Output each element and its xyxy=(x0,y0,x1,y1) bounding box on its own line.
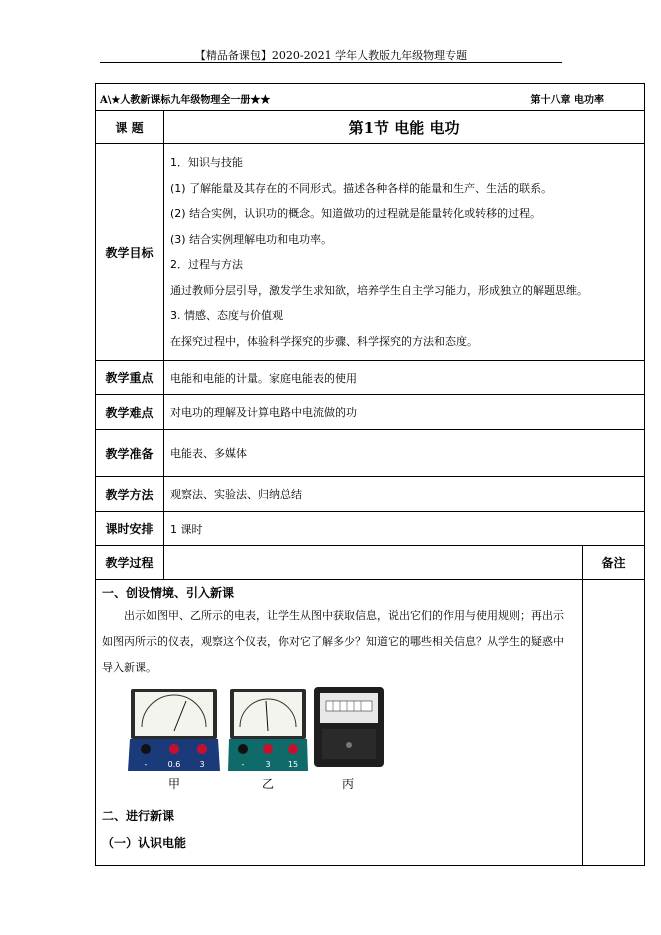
header-rule xyxy=(100,62,562,63)
process-header-blank xyxy=(164,546,583,580)
goal-line: 2．过程与方法 xyxy=(170,258,243,271)
lesson-plan-table xyxy=(95,83,645,866)
difficulties-value: 对电功的理解及计算电路中电流做的功 xyxy=(164,395,645,430)
goal-line: 通过教师分层引导，激发学生求知欲，培养学生自主学习能力，形成独立的解题思维。 xyxy=(170,283,588,297)
preparation-value: 电能表、多媒体 xyxy=(164,430,645,477)
terminal-label: 0.6 xyxy=(167,760,181,769)
voltmeter-yi-image xyxy=(228,687,308,773)
goal-line: (1) 了解能量及其存在的不同形式。描述各种各样的能量和生产、生活的联系。 xyxy=(170,181,553,195)
caption-bing: 丙 xyxy=(342,777,355,791)
goals-label: 教学目标 xyxy=(96,144,164,361)
goals-content xyxy=(164,144,645,361)
page-header: 【精品备课包】2020-2021 学年人教版九年级物理专题 xyxy=(194,49,468,62)
intro-paragraph: 出示如图甲、乙所示的电表，让学生从图中获取信息，说出它们的作用与使用规则；再出示如图丙所示的仪表，观察这个仪表，你对它了解多少？知道它的哪些相关信息？从学生的疑惑中导入新课。 xyxy=(102,609,564,674)
goal-line: 1．知识与技能 xyxy=(170,156,243,169)
caption-jia: 甲 xyxy=(168,777,181,791)
terminal-label: - xyxy=(241,760,245,769)
key-points-row xyxy=(96,361,645,395)
terminal-label: 3 xyxy=(265,760,271,769)
preparation-row xyxy=(96,430,645,477)
process-header-row xyxy=(96,546,645,580)
schedule-label: 课时安排 xyxy=(96,512,164,546)
methods-value: 观察法、实验法、归纳总结 xyxy=(164,477,645,512)
key-points-value: 电能和电能的计量。家庭电能表的使用 xyxy=(164,361,645,395)
difficulties-row xyxy=(96,395,645,430)
key-points-label: 教学重点 xyxy=(96,361,164,395)
goals-row xyxy=(96,144,645,361)
lesson-title: 第1节 电能 电功 xyxy=(164,111,645,144)
goal-line: 在探究过程中，体验科学探究的步骤、科学探究的方法和态度。 xyxy=(170,334,478,348)
terminal-label: 3 xyxy=(199,760,205,769)
process-body-row xyxy=(96,580,645,866)
note-label: 备注 xyxy=(583,546,645,580)
topic-row xyxy=(96,111,645,144)
meters-figure xyxy=(102,687,574,797)
section-heading: 一、创设情境、引入新课 xyxy=(102,586,235,600)
subsection-heading: （一）认识电能 xyxy=(102,836,187,850)
caption-yi: 乙 xyxy=(262,777,275,791)
goal-line: (2) 结合实例，认识功的概念。知道做功的过程就是能量转化或转移的过程。 xyxy=(170,207,542,220)
goal-line: 3. 情感、态度与价值观 xyxy=(170,309,283,322)
schedule-value: 1 课时 xyxy=(164,512,645,546)
banner-left-text: A\★人教新课标九年级物理全一册★★ xyxy=(100,95,271,106)
chapter-label: 第十八章 电功率 xyxy=(530,95,605,106)
ammeter-jia-image xyxy=(128,687,220,773)
process-label: 教学过程 xyxy=(96,546,164,580)
banner-row xyxy=(96,84,645,111)
terminal-label: 15 xyxy=(287,760,299,769)
energy-meter-bing-image xyxy=(312,685,386,769)
process-content xyxy=(96,580,583,866)
methods-row xyxy=(96,477,645,512)
section-heading: 二、进行新课 xyxy=(102,809,175,823)
goal-line: (3) 结合实例理解电功和电功率。 xyxy=(170,232,333,246)
notes-cell xyxy=(583,580,645,866)
terminal-label: - xyxy=(144,760,148,769)
methods-label: 教学方法 xyxy=(96,477,164,512)
preparation-label: 教学准备 xyxy=(96,430,164,477)
schedule-row xyxy=(96,512,645,546)
difficulties-label: 教学难点 xyxy=(96,395,164,430)
topic-label: 课 题 xyxy=(96,111,164,144)
